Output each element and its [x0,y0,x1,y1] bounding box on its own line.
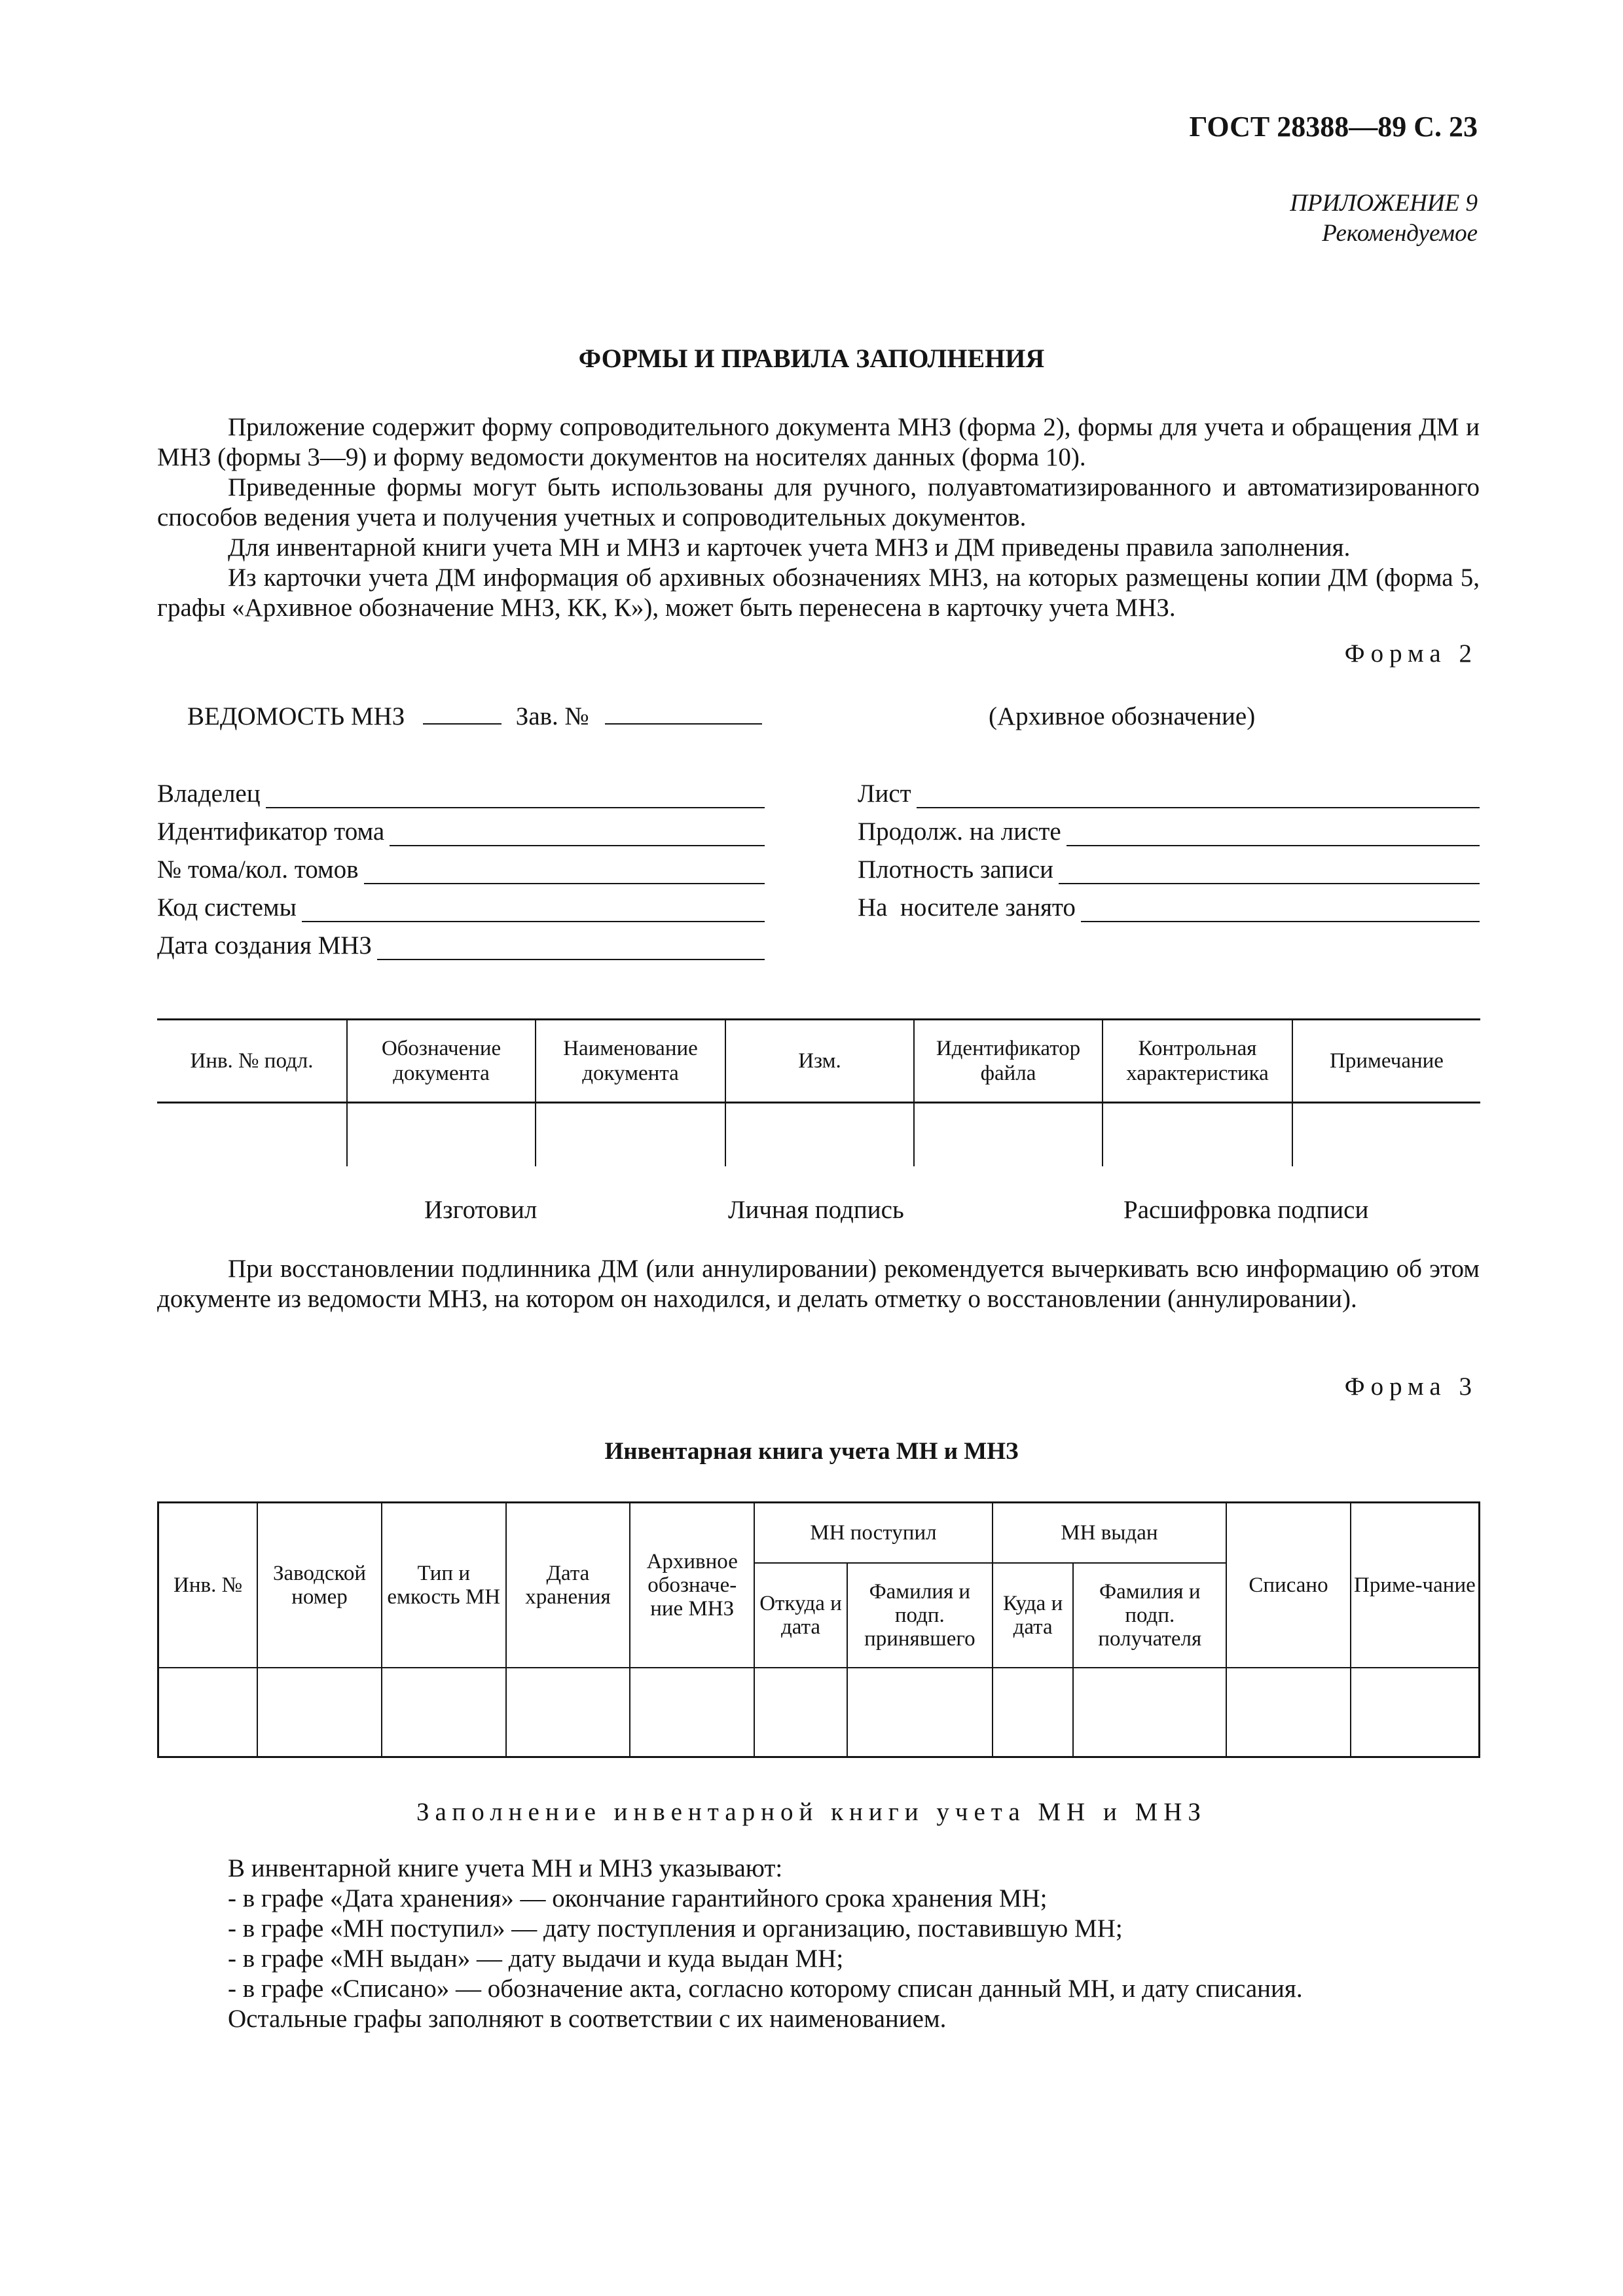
column-header: Дата хранения [506,1503,630,1668]
field-creation-date[interactable] [157,931,765,960]
form2-table [157,1018,1480,1166]
table-cell[interactable] [914,1103,1103,1167]
table-cell[interactable] [1103,1103,1292,1167]
column-group-header: МН выдан [993,1503,1226,1564]
column-header: Идентификатор файла [914,1020,1103,1103]
column-header: Куда и дата [993,1563,1074,1668]
column-header: Тип и емкость МН [382,1503,506,1668]
field-system-code[interactable] [157,893,765,922]
field-sheet[interactable] [858,779,1480,808]
appendix-status: Рекомендуемое [1322,220,1478,247]
signature-made-by: Изготовил [424,1196,538,1224]
column-header: Обозначение документа [347,1020,536,1103]
restore-text: При восстановлении подлинника ДМ (или аннулировании) рекомендуется вычеркивать всю информацию об этом документе из ведомости МНЗ, на котором он находился, и делать отметку о восстановлении (аннулировании). [157,1255,1480,1313]
table-cell[interactable] [1226,1668,1351,1757]
fill-rules-subtitle: Заполнение инвентарной книги учета МН и МНЗ [416,1798,1207,1826]
appendix-label [1290,188,1478,249]
table-row [157,1103,1480,1167]
intro-paragraph: Для инвентарной книги учета МН и МНЗ и карточек учета МНЗ и ДМ приведены правила заполнения. [228,533,1351,562]
table-cell[interactable] [382,1668,506,1757]
table-cell[interactable] [158,1668,258,1757]
fill-rules-list [228,1884,1485,2004]
table-cell[interactable] [725,1103,914,1167]
list-item: - в графе «Дата хранения» — окончание гарантийного срока хранения МН; [228,1884,1048,1912]
field-creation-date-label: Дата создания МНЗ [157,931,372,960]
field-system-code-label: Код системы [157,893,297,922]
intro-paragraph: Приложение содержит форму сопроводительного документа МНЗ (форма 2), формы для учета и обращения ДМ и МНЗ (формы 3—9) и форму ведомости документов на носителях данных (форма 10). [157,413,1480,471]
form3-table [157,1501,1480,1758]
column-header: Архивное обозначе-ние МНЗ [630,1503,754,1668]
list-item: - в графе «Списано» — обозначение акта, согласно которому списан данный МН, и дату списания. [228,1975,1303,2003]
form3-label: Форма 3 [1344,1372,1478,1401]
column-header: Списано [1226,1503,1351,1668]
page-header: ГОСТ 28388—89 С. 23 [1189,111,1478,143]
form2-zav-blank[interactable] [605,704,762,725]
field-sheet-label: Лист [858,780,911,808]
field-continued[interactable] [858,817,1480,846]
fill-rules-closing: Остальные графы заполняют в соответствии с их наименованием. [228,2005,947,2033]
table-cell[interactable] [1292,1103,1480,1167]
column-header: Примечание [1292,1020,1480,1103]
table-cell[interactable] [754,1668,847,1757]
field-owner[interactable] [157,779,765,808]
column-header: Фамилия и подп. принявшего [847,1563,993,1668]
column-header: Приме-чание [1351,1503,1480,1668]
form2-archive-label: (Архивное обозначение) [989,702,1256,730]
column-group-header: МН поступил [754,1503,993,1564]
column-header: Заводской номер [257,1503,382,1668]
column-header: Инв. № [158,1503,258,1668]
column-header: Фамилия и подп. получателя [1073,1563,1226,1668]
table-header-row [157,1020,1480,1103]
field-owner-label: Владелец [157,780,261,808]
table-row [158,1668,1480,1757]
column-header: Откуда и дата [754,1563,847,1668]
table-cell[interactable] [347,1103,536,1167]
form3-title: Инвентарная книга учета МН и МНЗ [604,1438,1019,1465]
field-density[interactable] [858,855,1480,884]
column-header: Изм. [725,1020,914,1103]
fill-rules [228,1854,1485,2034]
form2-heading: ВЕДОМОСТЬ МНЗ [187,702,405,730]
fill-rules-lead: В инвентарной книге учета МН и МНЗ указывают: [228,1854,783,1882]
table-header-row [158,1503,1480,1564]
table-cell[interactable] [630,1668,754,1757]
list-item: - в графе «МН поступил» — дату поступления и организацию, поставившую МН; [228,1914,1123,1943]
field-volume-id-label: Идентификатор тома [157,817,385,846]
field-volume-number-label: № тома/кол. томов [157,855,359,884]
signature-personal: Личная подпись [728,1196,904,1224]
intro-paragraph: Приведенные формы могут быть использованы для ручного, полуавтоматизированного и автоматизированного способов ведения учета и получения учетных и сопроводительных документов. [157,473,1480,531]
table-cell[interactable] [157,1103,347,1167]
intro-text [157,412,1480,623]
table-cell[interactable] [847,1668,993,1757]
column-header: Наименование документа [536,1020,725,1103]
form2-zav-label: Зав. № [515,702,589,730]
appendix-number: ПРИЛОЖЕНИЕ 9 [1290,190,1478,217]
restore-paragraph [157,1254,1480,1314]
table-cell[interactable] [1073,1668,1226,1757]
signature-decoding: Расшифровка подписи [1123,1196,1369,1224]
field-volume-id[interactable] [157,817,765,846]
form2-number-blank[interactable] [423,704,501,725]
field-density-label: Плотность записи [858,855,1054,884]
form2-label: Форма 2 [1344,639,1478,668]
table-cell[interactable] [257,1668,382,1757]
table-cell[interactable] [536,1103,725,1167]
field-occupied[interactable] [858,893,1480,922]
column-header: Контрольная характеристика [1103,1020,1292,1103]
field-volume-number[interactable] [157,855,765,884]
column-header: Инв. № подл. [157,1020,347,1103]
table-cell[interactable] [506,1668,630,1757]
table-cell[interactable] [993,1668,1074,1757]
field-occupied-label: На носителе занято [858,893,1076,922]
intro-paragraph: Из карточки учета ДМ информация об архивных обозначениях МНЗ, на которых размещены копии ДМ (форма 5, графы «Архивное обозначение МНЗ, КК, К»), может быть перенесена в карточку учета МНЗ. [157,564,1480,622]
page-title: ФОРМЫ И ПРАВИЛА ЗАПОЛНЕНИЯ [578,344,1045,373]
form2-heading-line [187,702,762,731]
field-continued-label: Продолж. на листе [858,817,1061,846]
list-item: - в графе «МН выдан» — дату выдачи и куда выдан МН; [228,1945,844,1973]
table-cell[interactable] [1351,1668,1480,1757]
